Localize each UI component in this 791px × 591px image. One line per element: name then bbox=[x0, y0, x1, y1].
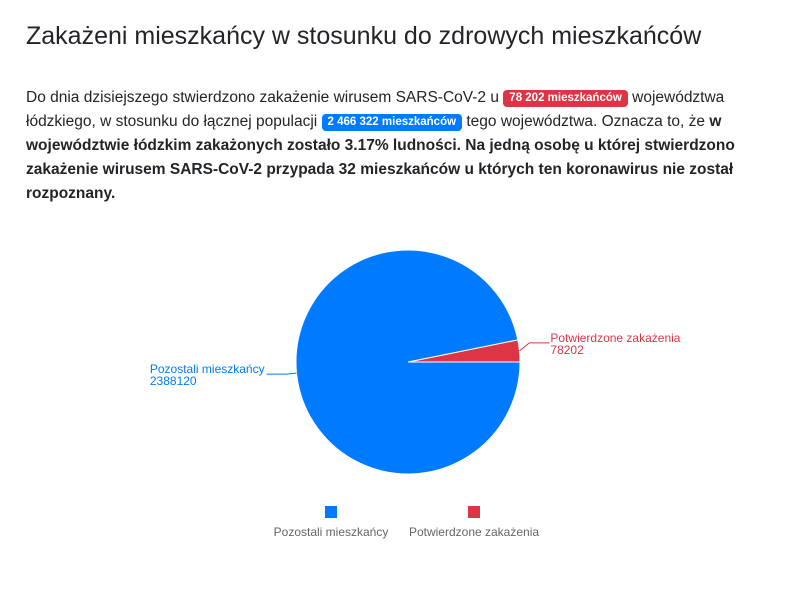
legend-swatch-pozostali-mieszkancy bbox=[325, 506, 337, 518]
summary-text-1: Do dnia dzisiejszego stwierdzono zakażenie wirusem SARS-CoV-2 u bbox=[26, 89, 499, 106]
summary-bold-text: w województwie łódzkim zakażonych zostało 3.17% ludności. Na jedną osobę u której stwierdzono zakażenie wirusem SARS-CoV-2 przypada 32 mieszkańców u których ten koronawirus nie został rozpoznany. bbox=[26, 113, 735, 202]
page-title: Zakażeni mieszkańcy w stosunku do zdrowych mieszkańców bbox=[26, 22, 702, 50]
legend-label-pozostali-mieszkancy: Pozostali mieszkańcy bbox=[273, 525, 389, 539]
infected-count-badge: 78 202 mieszkańców bbox=[503, 90, 628, 107]
callout-label-potwierdzone-zakazenia: Potwierdzone zakażenia bbox=[550, 330, 681, 345]
summary-text-3: tego województwa. Oznacza to, że bbox=[466, 113, 706, 130]
callout-label-pozostali-mieszkancy: Pozostali mieszkańcy bbox=[149, 362, 265, 377]
callout-value-potwierdzone-zakazenia: 78202 bbox=[550, 342, 584, 357]
callout-line-potwierdzone-zakazenia bbox=[519, 343, 549, 351]
population-count-badge: 2 466 322 mieszkańców bbox=[322, 114, 463, 131]
legend-swatch-potwierdzone-zakazenia bbox=[468, 506, 480, 518]
callout-line-pozostali-mieszkancy bbox=[267, 373, 297, 374]
summary-text-2: województwa łódzkiego, w stosunku do łącznej populacji bbox=[26, 89, 725, 130]
chart-legend bbox=[274, 506, 540, 539]
legend-label-potwierdzone-zakazenia: Potwierdzone zakażenia bbox=[408, 525, 540, 539]
callout-value-pozostali-mieszkancy: 2388120 bbox=[149, 374, 197, 389]
pie-slices bbox=[296, 250, 520, 474]
pie-slice-pozostali-mieszkancy bbox=[296, 250, 520, 474]
